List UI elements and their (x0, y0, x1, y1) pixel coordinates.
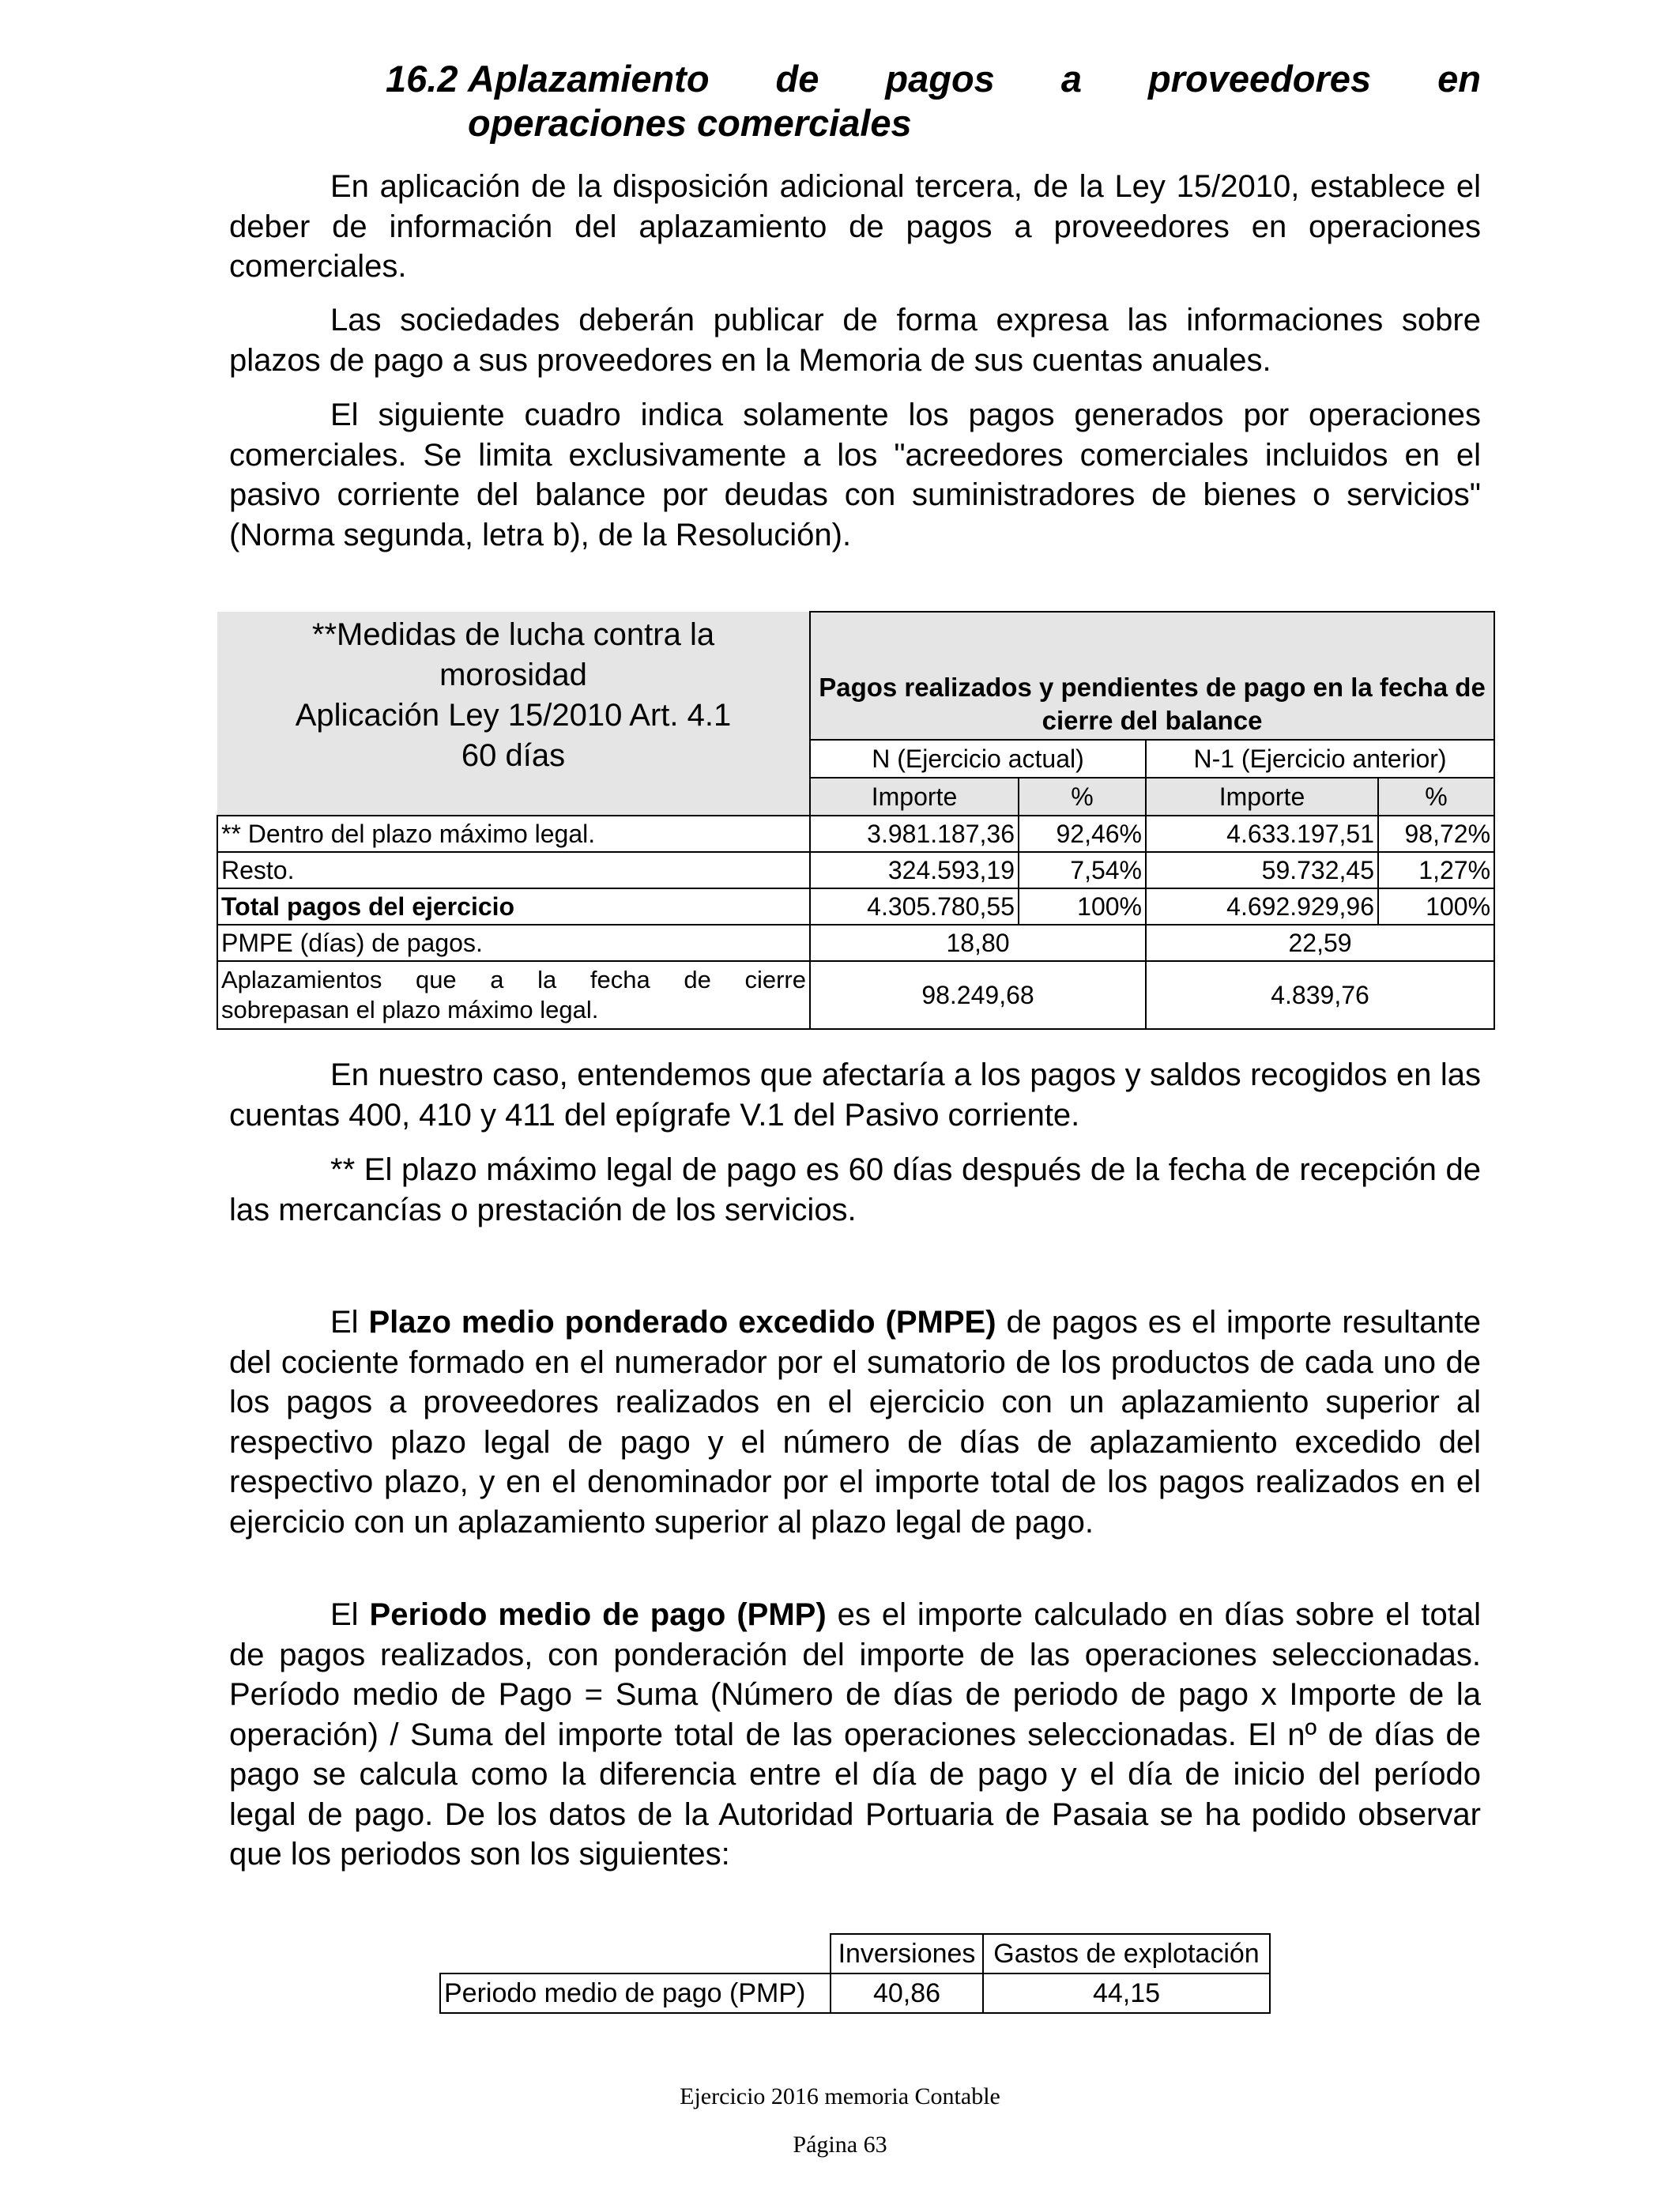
cell-pct-n1: 100% (1378, 888, 1494, 925)
term-pmp: Periodo medio de pago (PMP) (369, 1597, 827, 1632)
section-title-line-2: operaciones comerciales (468, 102, 912, 144)
paragraph-text: En aplicación de la disposición adicional tercera, de la Ley 15/2010, establece el deber de información del aplazamiento de pagos a proveedores en operaciones comerciales. (229, 169, 1481, 284)
paragraph-text: El (330, 1305, 369, 1340)
footer-title: Ejercicio 2016 memoria Contable (680, 2083, 1000, 2109)
table-row (217, 961, 1494, 1029)
cell-pct-n: 100% (1019, 888, 1146, 925)
table-row (217, 888, 1494, 925)
title-word: a (1060, 58, 1082, 100)
col-importe-n1: Importe (1146, 778, 1378, 816)
pmp-val-inversiones: 40,86 (831, 1973, 983, 2013)
cell-importe-n: 324.593,19 (810, 852, 1019, 888)
pmp-val-gastos: 44,15 (983, 1973, 1270, 2013)
cell-importe-n1: 4.692.929,96 (1146, 888, 1378, 925)
section-title-line-1 (468, 57, 1481, 101)
paragraph-pmpe (229, 1302, 1481, 1542)
row-label: Resto. (217, 852, 810, 888)
title-word: proveedores (1147, 58, 1372, 100)
payments-table (217, 611, 1495, 1030)
title-word: Aplazamiento (468, 58, 710, 100)
table-row (440, 1973, 1270, 2013)
pmp-row-label: Periodo medio de pago (PMP) (440, 1973, 831, 2013)
cell-pmpe-n1: 22,59 (1146, 925, 1494, 961)
row-label: PMPE (días) de pagos. (217, 925, 810, 961)
pmp-corner (440, 1934, 831, 1973)
table-main-header: Pagos realizados y pendientes de pago en la fecha de cierre del balance (810, 612, 1494, 740)
col-pct-n1: % (1378, 778, 1494, 816)
paragraph-text: Las sociedades deberán publicar de forma expresa las informaciones sobre plazos de pago a sus proveedores en la Memoria de sus cuentas anuales. (229, 303, 1481, 378)
cell-importe-n1: 4.633.197,51 (1146, 816, 1378, 852)
paragraph-cuadro (229, 395, 1481, 555)
left-header-line: Aplicación Ley 15/2010 Art. 4.1 (295, 698, 732, 733)
paragraph-text: El (330, 1597, 370, 1632)
paragraph-plazo-legal (229, 1150, 1481, 1230)
cell-pmpe-n: 18,80 (810, 925, 1146, 961)
left-header-line: 60 días (461, 738, 566, 773)
paragraph-pmp (229, 1595, 1481, 1875)
cell-aplaz-n: 98.249,68 (810, 961, 1146, 1029)
cell-pct-n: 92,46% (1019, 816, 1146, 852)
term-pmpe: Plazo medio ponderado excedido (PMPE) (368, 1305, 996, 1340)
title-word: pagos (885, 58, 995, 100)
cell-importe-n: 3.981.187,36 (810, 816, 1019, 852)
cell-pct-n1: 1,27% (1378, 852, 1494, 888)
pmp-col-inversiones: Inversiones (831, 1934, 983, 1973)
row-label-line: sobrepasan el plazo máximo legal. (221, 996, 599, 1023)
footer-page-number: Página 63 (793, 2132, 887, 2158)
row-label (217, 961, 810, 1029)
paragraph-sociedades (229, 300, 1481, 380)
row-label-line: Aplazamientos que a la fecha de cierre (221, 966, 806, 993)
period-n-header: N (Ejercicio actual) (810, 740, 1146, 778)
row-label: ** Dentro del plazo máximo legal. (217, 816, 810, 852)
section-number: 16.2 (386, 58, 458, 100)
col-importe-n: Importe (810, 778, 1019, 816)
period-n1-header: N-1 (Ejercicio anterior) (1146, 740, 1494, 778)
cell-importe-n: 4.305.780,55 (810, 888, 1019, 925)
left-header-line: morosidad (439, 658, 587, 692)
paragraph-text: El siguiente cuadro indica solamente los pagos generados por operaciones comerciales. Se limita exclusivamente a los "acreedores comerciales incluidos en el pasivo corriente del balance por deudas con suministradores de bienes o servicios" (Norma segunda, letra b), de la Resolución). (229, 398, 1481, 552)
cell-aplaz-n1: 4.839,76 (1146, 961, 1494, 1029)
paragraph-text: de pagos es el importe resultante del cociente formado en el numerador por el sumatorio de los productos de cada uno de los pagos a proveedores realizados en el ejercicio con un aplazamiento superior al respectivo plazo legal de pago y el número de días de aplazamiento excedido del respectivo plazo, y en el denominador por el importe total de los pagos realizados en el ejercicio con un aplazamiento superior al plazo legal de pago. (229, 1305, 1482, 1540)
cell-pct-n: 7,54% (1019, 852, 1146, 888)
paragraph-cuentas (229, 1055, 1481, 1135)
table-row (217, 852, 1494, 888)
table-row (217, 925, 1494, 961)
pmp-table (439, 1933, 1271, 2014)
pmp-col-gastos: Gastos de explotación (983, 1934, 1270, 1973)
paragraph-text: ** El plazo máximo legal de pago es 60 días después de la fecha de recepción de las mercancías o prestación de los servicios. (229, 1152, 1481, 1227)
col-pct-n: % (1019, 778, 1146, 816)
row-label: Total pagos del ejercicio (217, 888, 810, 925)
table-left-header (217, 612, 810, 816)
paragraph-text: En nuestro caso, entendemos que afectaría a los pagos y saldos recogidos en las cuentas 400, 410 y 411 del epígrafe V.1 del Pasivo corriente. (229, 1057, 1481, 1133)
cell-pct-n1: 98,72% (1378, 816, 1494, 852)
title-word: de (775, 58, 819, 100)
cell-importe-n1: 59.732,45 (1146, 852, 1378, 888)
left-header-line: **Medidas de lucha contra la (311, 617, 715, 652)
title-word: en (1437, 58, 1481, 100)
table-row (217, 816, 1494, 852)
paragraph-ley (229, 167, 1481, 287)
paragraph-text: es el importe calculado en días sobre el total de pagos realizados, con ponderación del importe de las operaciones seleccionadas. Período medio de Pago = Suma (Número de días de periodo de pago x Importe de la operación) / Suma del importe total de las operaciones seleccionadas. El nº de días de pago se calcula como la diferencia entre el día de pago y el día de inicio del período legal de pago. De los datos de la Autoridad Portuaria de Pasaia se ha podido observar que los periodos son los siguientes: (229, 1597, 1481, 1872)
